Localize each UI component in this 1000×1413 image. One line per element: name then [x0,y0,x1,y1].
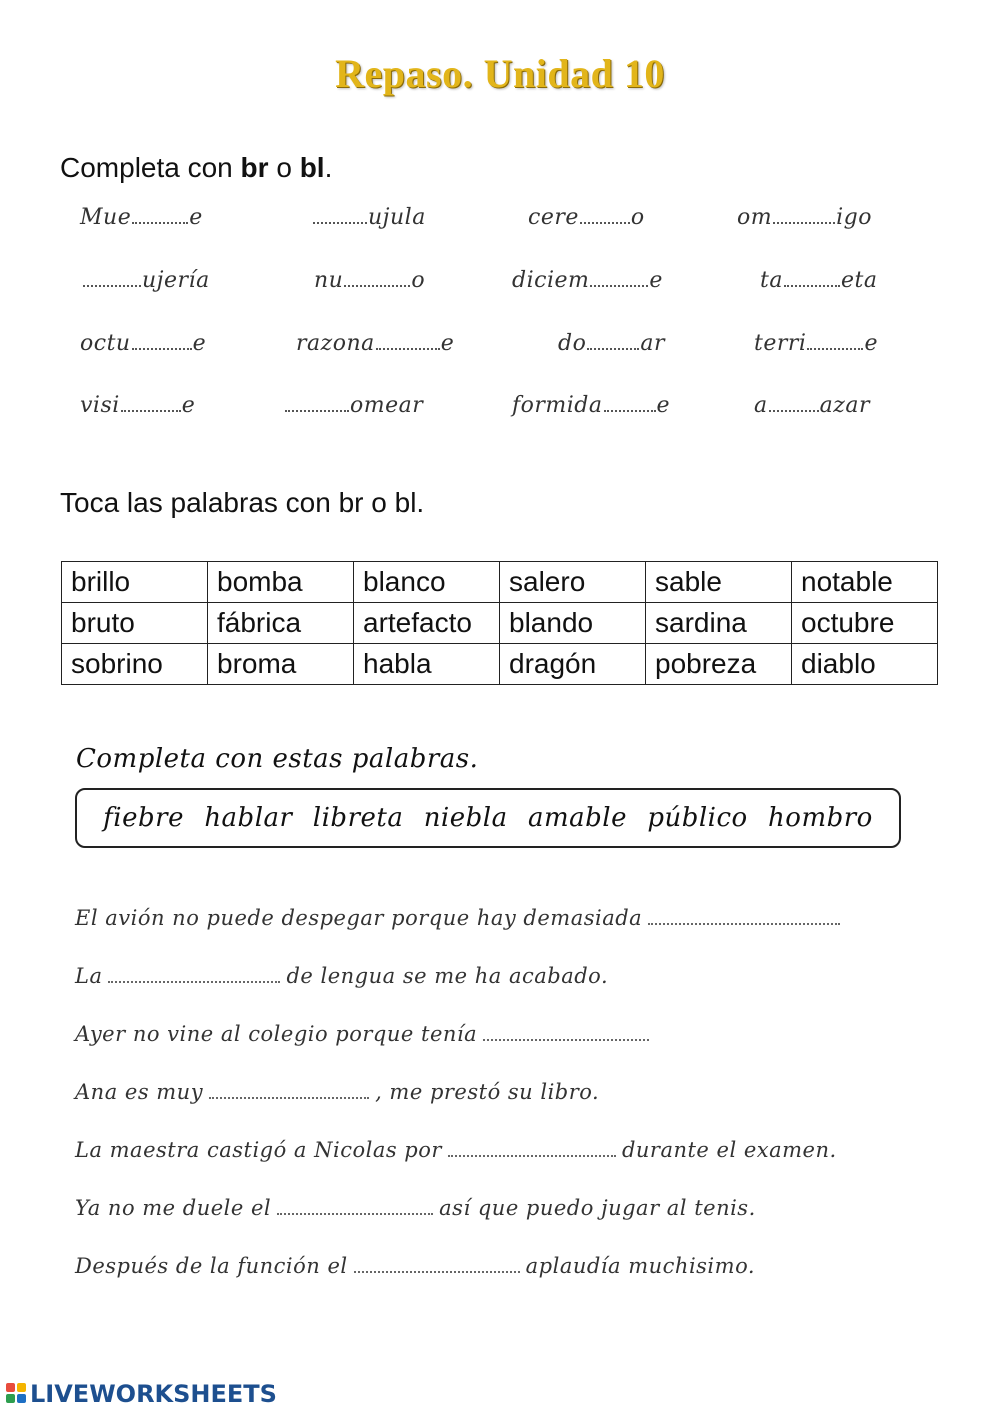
fill-word: octu e [80,331,207,356]
word-bank [75,788,901,848]
page-title: Repaso. Unidad 10 [335,51,665,96]
sentence-line: Ya no me duele el así que puedo jugar al tenis. [75,1196,756,1220]
blank-input[interactable] [784,271,840,287]
blank-input[interactable] [604,396,656,412]
word-cell[interactable]: bruto [62,603,208,644]
fill-word: do ar [558,331,665,356]
fill-word: ujería [82,268,210,293]
sentence-line: Después de la función el aplaudía muchisimo. [75,1254,756,1278]
sentence-blank-input[interactable] [108,969,280,983]
blank-input[interactable] [580,208,630,224]
logo-grid-icon [6,1383,28,1405]
bank-word: público [647,803,748,833]
fill-word: ujula [312,205,426,230]
bank-word: hablar [204,803,293,833]
table-row [62,644,938,685]
word-cell[interactable]: salero [500,562,646,603]
fill-word: razona e [296,331,455,356]
sentence-line: La maestra castigó a Nicolas por durante el examen. [75,1138,837,1162]
blank-input[interactable] [807,334,863,350]
liveworksheets-logo [6,1381,277,1407]
word-cell[interactable]: blando [500,603,646,644]
fill-word: a azar [754,393,870,418]
fill-word: visi e [80,393,196,418]
fill-word: omear [284,393,423,418]
sentence-line: La de lengua se me ha acabado. [75,964,609,988]
bank-word: niebla [423,803,508,833]
blank-input[interactable] [587,334,639,350]
blank-input[interactable] [376,334,440,350]
blank-input[interactable] [132,334,192,350]
word-cell[interactable]: octubre [792,603,938,644]
word-cell[interactable]: sobrino [62,644,208,685]
word-cell[interactable]: dragón [500,644,646,685]
word-cell[interactable]: sardina [646,603,792,644]
blank-input[interactable] [121,396,181,412]
logo-text: LIVEWORKSHEETS [30,1380,277,1408]
sentence-blank-input[interactable] [209,1085,369,1099]
section2-heading: Toca las palabras con br o bl. [60,487,425,518]
fill-word: nu o [314,268,426,293]
fill-word: formida e [512,393,671,418]
section1-heading [60,152,332,184]
fill-word: cere o [528,205,645,230]
word-cell[interactable]: sable [646,562,792,603]
table-row [62,562,938,603]
blank-input[interactable] [313,208,367,224]
word-cell[interactable]: bomba [208,562,354,603]
heading-text: o [268,152,300,183]
bank-word: hombro [768,803,873,833]
word-cell[interactable]: pobreza [646,644,792,685]
heading-bold-bl: bl [299,152,325,183]
blank-input[interactable] [83,271,141,287]
sentence-blank-input[interactable] [354,1259,520,1273]
blank-input[interactable] [285,396,349,412]
word-cell[interactable]: brillo [62,562,208,603]
fill-word: terri e [754,331,878,356]
fill-word: diciem e [512,268,663,293]
heading-text: . [324,152,333,183]
blank-input[interactable] [132,208,188,224]
table-row [62,603,938,644]
section3-heading: Completa con estas palabras. [76,744,479,774]
word-cell[interactable]: diablo [792,644,938,685]
word-cell[interactable]: fábrica [208,603,354,644]
sentence-line: El avión no puede despegar porque hay demasiada [75,906,846,930]
blank-input[interactable] [773,208,835,224]
sentence-line: Ayer no vine al colegio porque tenía [75,1022,655,1046]
word-cell[interactable]: broma [208,644,354,685]
fill-word: ta eta [760,268,878,293]
fill-word: om igo [737,205,872,230]
heading-bold-br: br [240,152,269,183]
word-cell[interactable]: artefacto [354,603,500,644]
sentence-blank-input[interactable] [483,1027,649,1041]
sentence-blank-input[interactable] [648,911,840,925]
blank-input[interactable] [344,271,410,287]
blank-input[interactable] [590,271,648,287]
word-table [61,561,938,685]
heading-text: Completa con [60,152,241,183]
word-cell[interactable]: notable [792,562,938,603]
sentence-blank-input[interactable] [277,1201,433,1215]
bank-word: fiebre [103,803,184,833]
word-cell[interactable]: blanco [354,562,500,603]
fill-word: Mue e [80,205,203,230]
blank-input[interactable] [769,396,819,412]
sentence-line: Ana es muy , me prestó su libro. [75,1080,600,1104]
word-cell[interactable]: habla [354,644,500,685]
bank-word: libreta [312,803,404,833]
sentence-blank-input[interactable] [448,1143,616,1157]
bank-word: amable [527,803,627,833]
